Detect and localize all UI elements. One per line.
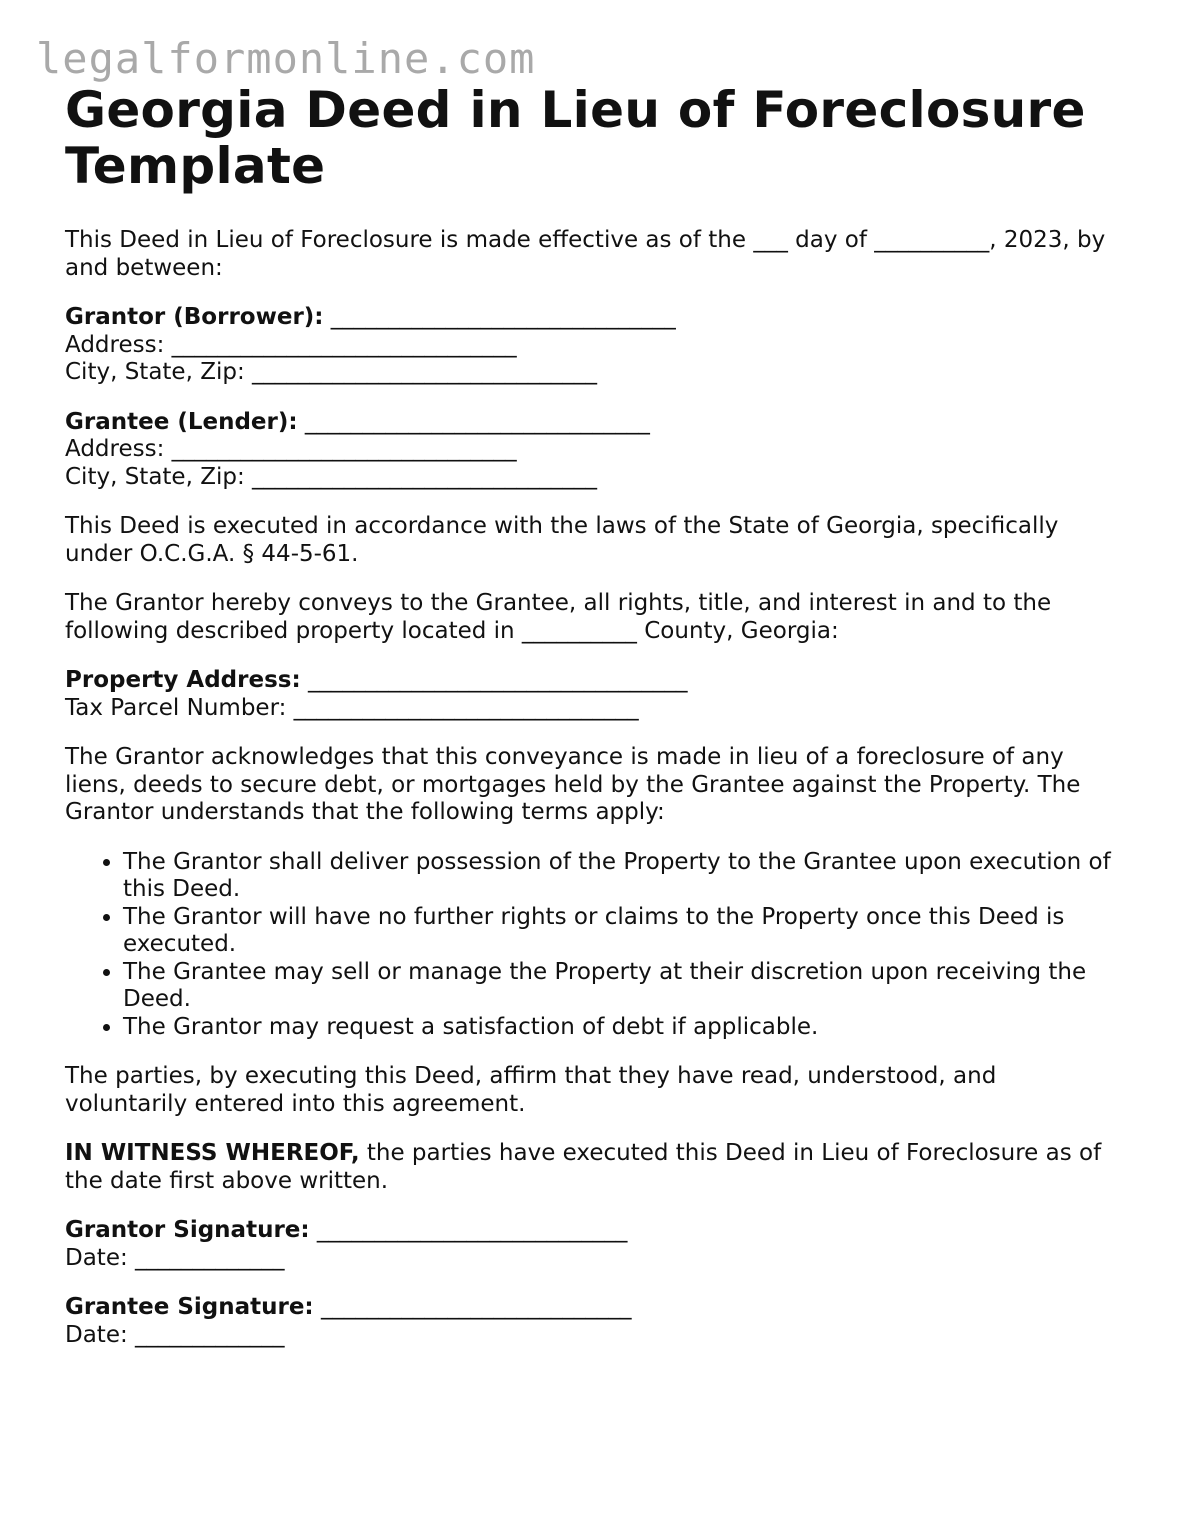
- law-paragraph: This Deed is executed in accordance with the laws of the State of Georgia, specifically under O.C.G.A. § 44-5-61.: [65, 513, 1059, 567]
- grantor-label: Grantor (Borrower):: [65, 304, 324, 330]
- grantee-date-line: Date: _____________: [65, 1321, 285, 1348]
- watermark-text: legalformonline.com: [36, 34, 536, 83]
- grantee-signature-label: Grantee Signature:: [65, 1294, 314, 1320]
- grantor-name-blank: ______________________________: [323, 304, 676, 330]
- convey-paragraph: The Grantor hereby conveys to the Grantee, all rights, title, and interest in and to the following described property located in __________ County, Georgia:: [65, 590, 1052, 644]
- grantee-section: [65, 409, 1125, 492]
- intro-paragraph: This Deed in Lieu of Foreclosure is made effective as of the ___ day of __________, 2023, by and between:: [65, 227, 1106, 281]
- document-body: [65, 82, 1125, 1349]
- grantee-name-blank: ______________________________: [297, 408, 650, 435]
- property-section: [65, 667, 1125, 722]
- grantor-signature-line: [65, 1217, 1125, 1245]
- tax-parcel-line: Tax Parcel Number: ______________________________: [65, 694, 639, 721]
- grantor-city-line: City, State, Zip: ______________________________: [65, 359, 598, 385]
- grantee-city-line: City, State, Zip: ______________________________: [65, 463, 598, 490]
- grantee-signature-line: [65, 1294, 1125, 1322]
- grantor-date-line: Date: _____________: [65, 1244, 285, 1271]
- affirm-paragraph: The parties, by executing this Deed, affirm that they have read, understood, and voluntarily entered into this agreement.: [65, 1063, 997, 1117]
- list-item: • The Grantor may request a satisfaction of debt if applicable.: [123, 1014, 1125, 1042]
- terms-list: [65, 849, 1125, 1042]
- grantor-signature-section: [65, 1217, 1125, 1272]
- witness-bold: IN WITNESS WHEREOF,: [65, 1140, 360, 1166]
- list-item: • The Grantor shall deliver possession of the Property to the Grantee upon execution of this Deed.: [123, 849, 1125, 904]
- grantor-signature-label: Grantor Signature:: [65, 1217, 310, 1243]
- property-address-blank: _________________________________: [300, 667, 688, 693]
- grantee-signature-section: [65, 1294, 1125, 1349]
- grantor-name-line: [65, 304, 1125, 332]
- document-title: Georgia Deed in Lieu of Foreclosure Template: [65, 81, 1086, 195]
- grantor-signature-blank: ___________________________: [309, 1217, 628, 1243]
- witness-paragraph: [65, 1140, 1125, 1195]
- grantee-name-line: [65, 409, 1125, 437]
- grantee-address-line: Address: ______________________________: [65, 436, 517, 462]
- property-address-line: [65, 667, 1125, 695]
- grantor-section: [65, 304, 1125, 387]
- witness-text: the parties have executed this Deed in Lieu of Foreclosure as of the date first above written.: [65, 1140, 1102, 1194]
- property-address-label: Property Address:: [65, 667, 301, 693]
- grantee-label: Grantee (Lender):: [65, 408, 298, 435]
- acknowledge-paragraph: The Grantor acknowledges that this conveyance is made in lieu of a foreclosure of any liens, deeds to secure debt, or mortgages held by the Grantee against the Property. The Grantor understands that the following terms apply:: [65, 744, 1081, 825]
- grantor-address-line: Address: ______________________________: [65, 331, 517, 358]
- list-item: • The Grantee may sell or manage the Property at their discretion upon receiving the Deed.: [123, 959, 1125, 1014]
- list-item: • The Grantor will have no further rights or claims to the Property once this Deed is executed.: [123, 904, 1125, 959]
- grantee-signature-blank: ___________________________: [313, 1294, 632, 1320]
